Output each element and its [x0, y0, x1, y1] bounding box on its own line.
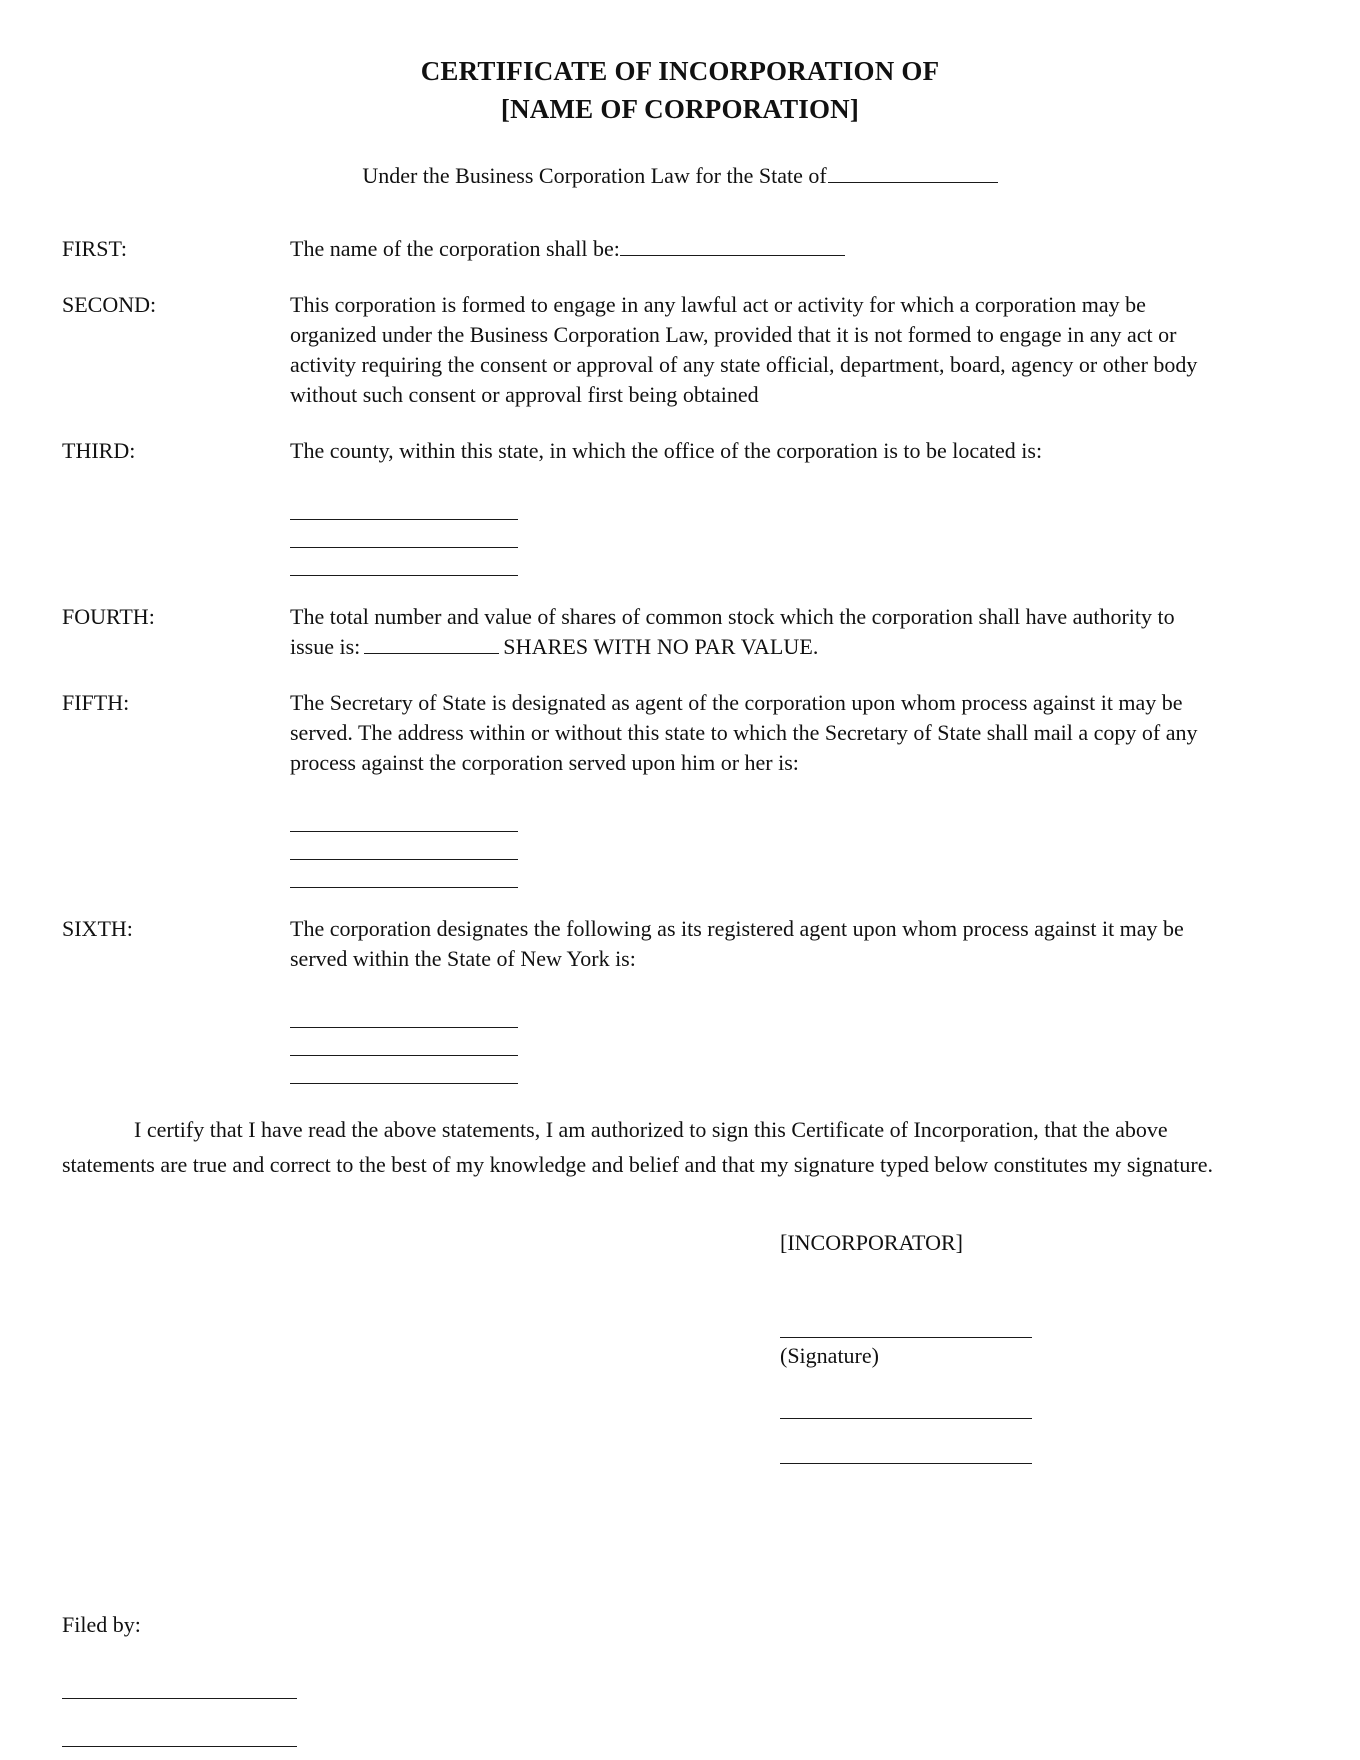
- article-fifth: [0, 688, 1360, 888]
- signature-extra-line-1[interactable]: [780, 1387, 1032, 1419]
- article-first-text: The name of the corporation shall be:: [290, 236, 620, 261]
- subtitle-row: [0, 162, 1360, 190]
- mailing-address-blank-line-1[interactable]: [290, 804, 518, 832]
- article-fourth-label: FOURTH:: [62, 604, 155, 629]
- county-blank-line-1[interactable]: [290, 492, 518, 520]
- article-first-label: FIRST:: [62, 236, 127, 261]
- article-second-body: [290, 290, 1360, 410]
- filed-by-label: Filed by:: [62, 1612, 141, 1637]
- article-second-text: This corporation is formed to engage in any lawful act or activity for which a corporation may be organized under the Business Corporation Law, provided that it is not formed to engage in any act or activity requiring the consent or approval of any state official, department, board, agency or other body without such consent or approval first being obtained: [290, 292, 1198, 407]
- county-blank-line-3[interactable]: [290, 548, 518, 576]
- article-fourth-body: [290, 602, 1360, 662]
- articles-list: [0, 234, 1360, 1084]
- article-fourth-text-part-2: SHARES WITH NO PAR VALUE.: [503, 634, 819, 659]
- article-third-blank-stack: [290, 492, 1212, 576]
- registered-agent-blank-line-3[interactable]: [290, 1056, 518, 1084]
- article-first: [0, 234, 1360, 264]
- article-fifth-text: The Secretary of State is designated as agent of the corporation upon whom process against it may be served. The address within or without this state to which the Secretary of State shall mail a copy of any process against the corporation served upon him or her is:: [290, 690, 1198, 775]
- signature-block: [0, 1228, 1360, 1464]
- filed-by-block: [62, 1610, 297, 1747]
- subtitle-text: Under the Business Corporation Law for the State of: [362, 163, 827, 188]
- registered-agent-blank-line-2[interactable]: [290, 1028, 518, 1056]
- state-name-blank[interactable]: [828, 165, 998, 183]
- article-fifth-label: FIFTH:: [62, 690, 130, 715]
- registered-agent-blank-line-1[interactable]: [290, 1000, 518, 1028]
- page-title-line-1: CERTIFICATE OF INCORPORATION OF: [420, 56, 940, 86]
- article-sixth-body: [290, 914, 1360, 1084]
- county-blank-line-2[interactable]: [290, 520, 518, 548]
- filed-by-line-2[interactable]: [62, 1712, 297, 1747]
- article-sixth-blank-stack: [290, 1000, 1212, 1084]
- article-third-label: THIRD:: [62, 438, 136, 463]
- article-third: [0, 436, 1360, 576]
- article-fifth-blank-stack: [290, 804, 1212, 888]
- article-sixth-label: SIXTH:: [62, 916, 133, 941]
- incorporator-label: [INCORPORATOR]: [780, 1230, 963, 1255]
- page-title-line-2: [NAME OF CORPORATION]: [500, 94, 860, 124]
- certification-paragraph: I certify that I have read the above statements, I am authorized to sign this Certificate of Incorporation, that the above statements are true and correct to the best of my knowledge and belief and that my signature typed below constitutes my signature.: [62, 1117, 1213, 1177]
- article-sixth: [0, 914, 1360, 1084]
- share-count-blank[interactable]: [364, 636, 499, 654]
- article-first-body: [290, 234, 1360, 264]
- article-second-label: SECOND:: [62, 292, 157, 317]
- document-title-block: [0, 0, 1360, 128]
- signature-caption: (Signature): [780, 1343, 879, 1368]
- corporation-name-blank[interactable]: [620, 238, 845, 256]
- article-fifth-body: [290, 688, 1360, 888]
- mailing-address-blank-line-3[interactable]: [290, 860, 518, 888]
- article-fourth: [0, 602, 1360, 662]
- article-sixth-text: The corporation designates the following as its registered agent upon whom process against it may be served within the State of New York is:: [290, 916, 1184, 971]
- article-third-text: The county, within this state, in which the office of the corporation is to be located is:: [290, 438, 1043, 463]
- article-second: [0, 290, 1360, 410]
- article-third-body: [290, 436, 1360, 576]
- filed-by-line-1[interactable]: [62, 1664, 297, 1699]
- mailing-address-blank-line-2[interactable]: [290, 832, 518, 860]
- signature-line[interactable]: [780, 1306, 1032, 1338]
- article-fourth-text-part-1: The total number and value of shares of common stock which the corporation shall have authority to issue is:: [290, 604, 1175, 659]
- signature-extra-line-2[interactable]: [780, 1432, 1032, 1464]
